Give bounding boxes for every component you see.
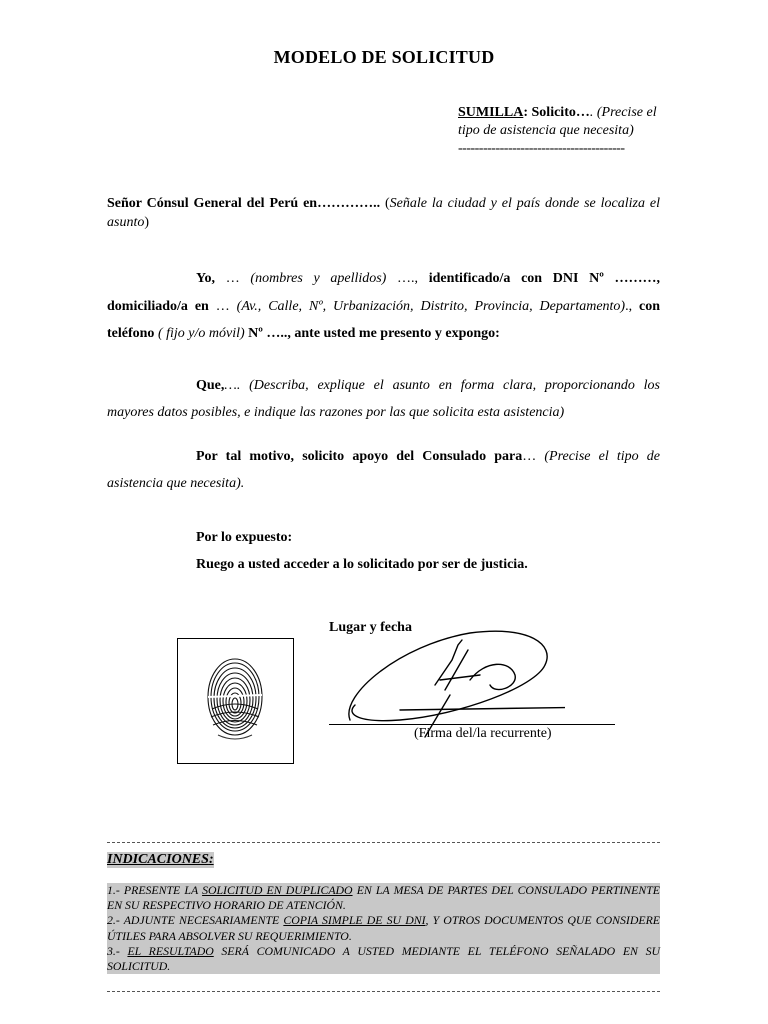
que-label: Que,: [196, 378, 225, 393]
domicilio-label: domiciliado/a en: [107, 298, 209, 314]
addressee-paragraph: [107, 194, 660, 232]
item-highlight: EL RESULTADO: [127, 943, 214, 958]
fingerprint-icon: [178, 639, 293, 763]
yo-label: Yo,: [196, 271, 216, 286]
names-hint: (nombres y apellidos): [250, 271, 387, 286]
dots: …: [522, 449, 545, 464]
indicaciones-label: INDICACIONES: [107, 852, 209, 867]
item-text: 3.-: [107, 943, 128, 958]
dni-label: identificado/a con DNI Nº ………,: [428, 271, 661, 286]
presentation-paragraph: [107, 265, 660, 348]
item-highlight: SOLICITUD EN DUPLICADO: [202, 883, 353, 897]
dots: …: [215, 271, 251, 286]
comma: .,: [625, 298, 633, 314]
sumilla-block: [458, 104, 662, 158]
motivo-paragraph: [107, 443, 660, 497]
dots: ….,: [386, 271, 429, 286]
item-text: , Y OTROS DOCUMENTOS QUE CONSIDERE ÚTILES PARA ABSOLVER SU REQUERIMIENTO.: [107, 913, 660, 943]
firma-label: (Firma del/la recurrente): [414, 726, 552, 741]
item-text: EN LA MESA DE PARTES DEL CONSULADO PERTINENTE EN SU RESPECTIVO HORARIO DE ATENCIÓN.: [107, 883, 660, 913]
indicacion-item: [107, 913, 660, 943]
sumilla-label: SUMILLA: [458, 105, 524, 120]
separator-top: [107, 842, 660, 843]
document-title: MODELO DE SOLICITUD: [273, 47, 495, 67]
motivo-hint: (Precise el tipo de asistencia que necesita).: [107, 449, 660, 491]
telefono-label: con teléfono: [107, 298, 661, 341]
indicaciones-colon: :: [208, 852, 214, 867]
ruego-line: Ruego a usted acceder a lo solicitado por ser de justicia.: [196, 557, 528, 572]
lugar-fecha: Lugar y fecha: [329, 620, 412, 635]
signature-line: [329, 724, 615, 725]
addressee-name: Señor Cónsul General del Perú en…………..: [107, 196, 381, 211]
paren-open: (: [380, 196, 390, 211]
address-hint: (Av., Calle, Nº, Urbanización, Distrito, Provincia, Departamento): [236, 298, 626, 314]
item-text: 1.- PRESENTE LA: [107, 883, 203, 897]
item-highlight: COPIA SIMPLE DE SU DNI: [283, 913, 426, 928]
indicaciones-list: [107, 883, 660, 974]
phone-hint: ( fijo y/o móvil): [154, 326, 245, 341]
sumilla-request: : Solicito…: [523, 105, 590, 120]
indicaciones-title: [107, 852, 214, 868]
fingerprint-box: [177, 638, 294, 764]
signature-icon: [340, 625, 565, 740]
addressee-hint: Señale la ciudad y el país donde se localiza el asunto: [107, 196, 660, 230]
que-paragraph: [107, 372, 660, 426]
paren-close: ): [144, 215, 150, 230]
item-text: 2.- ADJUNTE NECESARIAMENTE: [107, 913, 284, 928]
indicacion-item: [107, 883, 660, 913]
sumilla-rule: ----------------------------------------: [458, 141, 625, 156]
expuesto-line: Por lo expuesto:: [196, 530, 293, 545]
dots: …: [208, 298, 237, 314]
que-text: …. (Describa, explique el asunto en forma clara, proporcionando los mayores datos posibles, e indique las razones por las que solicita esta asistencia): [107, 378, 660, 420]
separator-bottom: [107, 991, 660, 992]
expuesto-block: [196, 524, 528, 578]
indicacion-item: [107, 944, 660, 974]
motivo-text: Por tal motivo, solicito apoyo del Consulado para: [196, 449, 523, 464]
sumilla-hint: . (Precise el tipo de asistencia que necesita): [458, 105, 657, 138]
presentation-closing: Nº ….., ante usted me presento y expongo:: [244, 326, 500, 341]
item-text: SERÁ COMUNICADO A USTED MEDIANTE EL TELÉFONO SEÑALADO EN SU SOLICITUD.: [107, 943, 660, 974]
